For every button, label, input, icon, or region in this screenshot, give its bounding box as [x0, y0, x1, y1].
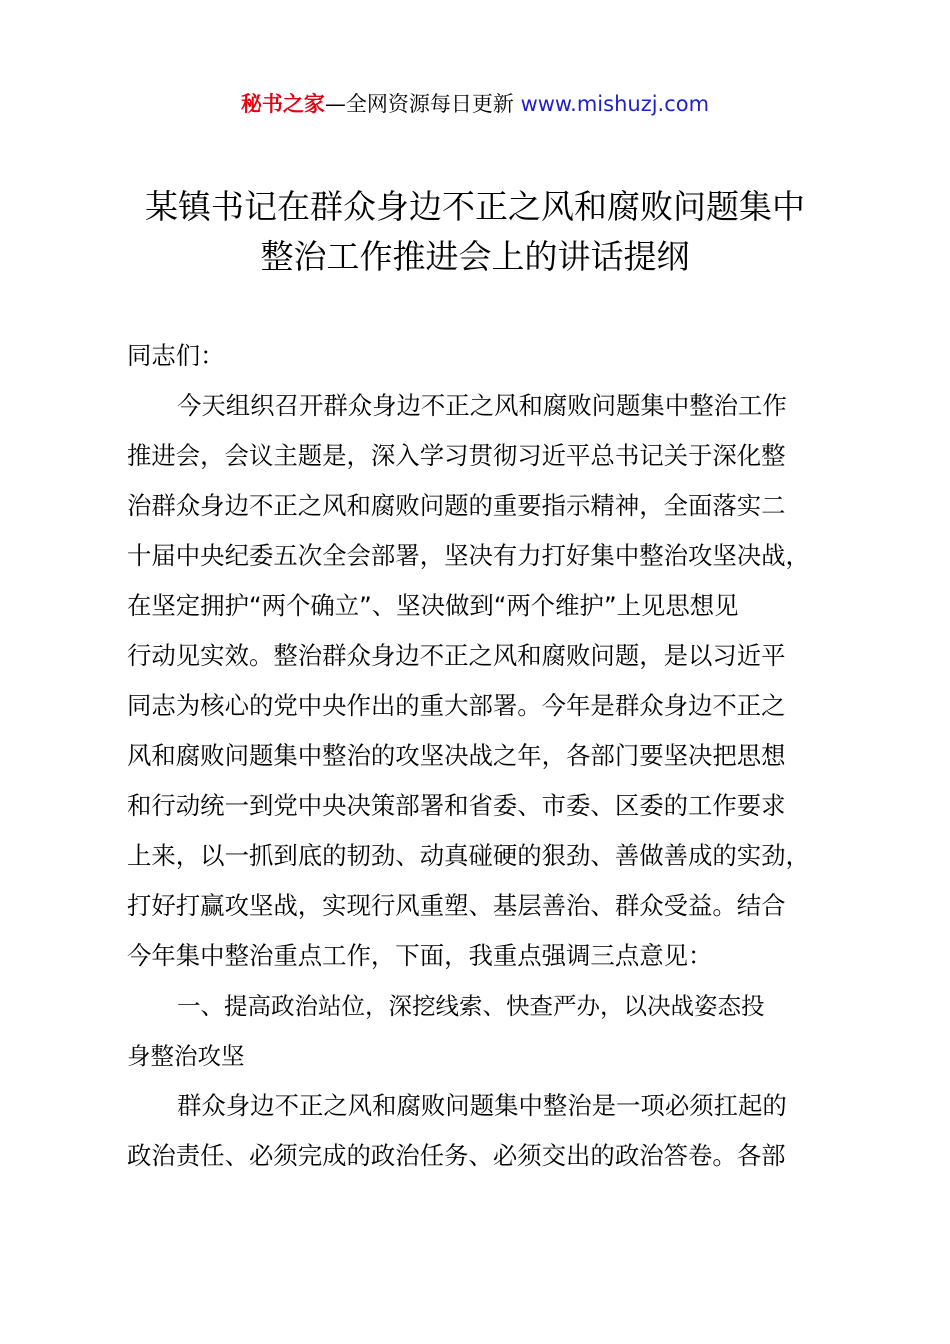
header-slogan: 全网资源每日更新 [345, 92, 514, 116]
title-line-1: 某镇书记在群众身边不正之风和腐败问题集中 [145, 187, 805, 226]
title-line-2: 整治工作推进会上的讲话提纲 [260, 237, 690, 276]
document-body [127, 338, 857, 1188]
salutation: 同志们： [127, 341, 225, 370]
body-line: 推进会，会议主题是，深入学习贯彻习近平总书记关于深化整 [127, 441, 786, 470]
header-dash: — [324, 92, 346, 116]
document-title [90, 182, 860, 282]
body-line: 和行动统一到党中央决策部署和省委、市委、区委的工作要求 [127, 791, 786, 820]
body-line: 治群众身边不正之风和腐败问题的重要指示精神，全面落实二 [127, 491, 786, 520]
body-line: 行动见实效。整治群众身边不正之风和腐败问题，是以习近平 [127, 641, 786, 670]
section-heading-line: 身整治攻坚 [127, 1042, 245, 1070]
body-line: 群众身边不正之风和腐败问题集中整治是一项必须扛起的 [177, 1091, 787, 1120]
body-line: 在坚定拥护“两个确立”、坚决做到“两个维护”上见思想见 [127, 591, 739, 620]
section-heading-line: 一、提高政治站位，深挖线索、快查严办，以决战姿态投 [177, 992, 765, 1020]
body-line: 打好打赢攻坚战，实现行风重塑、基层善治、群众受益。结合 [127, 891, 786, 920]
site-header [0, 88, 950, 120]
brand-name: 秘书之家 [240, 92, 325, 116]
body-line: 风和腐败问题集中整治的攻坚决战之年，各部门要坚决把思想 [127, 741, 786, 770]
body-line: 上来，以一抓到底的韧劲、动真碰硬的狠劲、善做善成的实劲， [127, 841, 810, 870]
body-line: 同志为核心的党中央作出的重大部署。今年是群众身边不正之 [127, 691, 786, 720]
body-line: 政治责任、必须完成的政治任务、必须交出的政治答卷。各部 [127, 1141, 786, 1170]
body-line: 今年集中整治重点工作，下面，我重点强调三点意见： [127, 941, 713, 970]
site-url-link[interactable]: www.mishuzj.com [520, 92, 710, 116]
body-line: 今天组织召开群众身边不正之风和腐败问题集中整治工作 [177, 391, 787, 420]
body-line: 十届中央纪委五次全会部署，坚决有力打好集中整治攻坚决战， [127, 541, 810, 570]
